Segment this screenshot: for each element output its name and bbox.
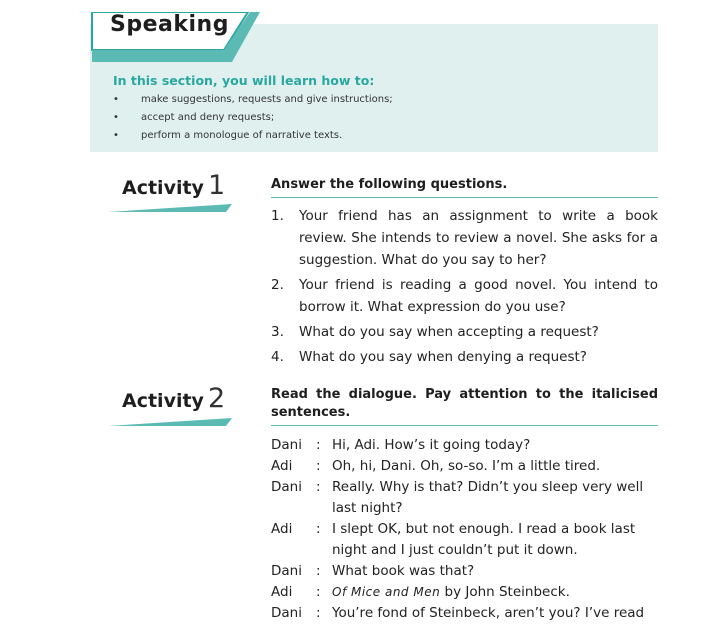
activity-2-dialogue [271, 435, 661, 624]
activity-2-underline [108, 418, 232, 426]
section-intro: In this section, you will learn how to: [113, 73, 375, 88]
activity-2-number: 2 [207, 383, 226, 414]
dialogue-line: Dani : Hi, Adi. How’s it going today? [271, 437, 531, 453]
list-item: 4. What do you say when denying a request? [271, 349, 587, 365]
dialogue-line: Adi : I slept OK, but not enough. I read a book last night and I just couldn’t put it down. [271, 521, 636, 558]
bullet-icon: • [113, 94, 119, 105]
activity-1-questions [271, 205, 658, 371]
list-item: 3. What do you say when accepting a request? [271, 324, 599, 340]
activity-1-number: 1 [207, 170, 226, 201]
bullet-icon: • [113, 112, 119, 123]
bullet-icon: • [113, 130, 119, 141]
list-item: • perform a monologue of narrative texts. [113, 127, 393, 145]
dialogue-line: Dani : What book was that? [271, 563, 475, 579]
dialogue-line: Adi : Of Mice and Men by John Steinbeck. [271, 584, 570, 600]
list-item: 1. Your friend has an assignment to write a book review. She intends to review a novel. She asks for a suggestion. What do you say to her? [271, 208, 658, 268]
activity-2-instruction: Read the dialogue. Pay attention to the italicised sentences. [271, 386, 658, 426]
activity-1-underline [108, 204, 232, 212]
list-item: 2. Your friend is reading a good novel. You intend to borrow it. What expression do you use? [271, 277, 658, 315]
learning-goals-list [113, 91, 393, 145]
activity-1-instruction: Answer the following questions. [271, 176, 658, 198]
activity-2-label: Activity 2 [122, 383, 226, 414]
book-title: Of Mice and Men [332, 585, 441, 599]
section-title: Speaking [110, 12, 229, 37]
dialogue-line: Dani : You’re fond of Steinbeck, aren’t you? I’ve read [271, 605, 645, 621]
list-item: • accept and deny requests; [113, 109, 393, 127]
dialogue-line: Adi : Oh, hi, Dani. Oh, so-so. I’m a little tired. [271, 458, 601, 474]
list-item: • make suggestions, requests and give instructions; [113, 91, 393, 109]
activity-1-label: Activity 1 [122, 170, 226, 201]
dialogue-line: Dani : Really. Why is that? Didn’t you sleep very well last night? [271, 479, 644, 516]
